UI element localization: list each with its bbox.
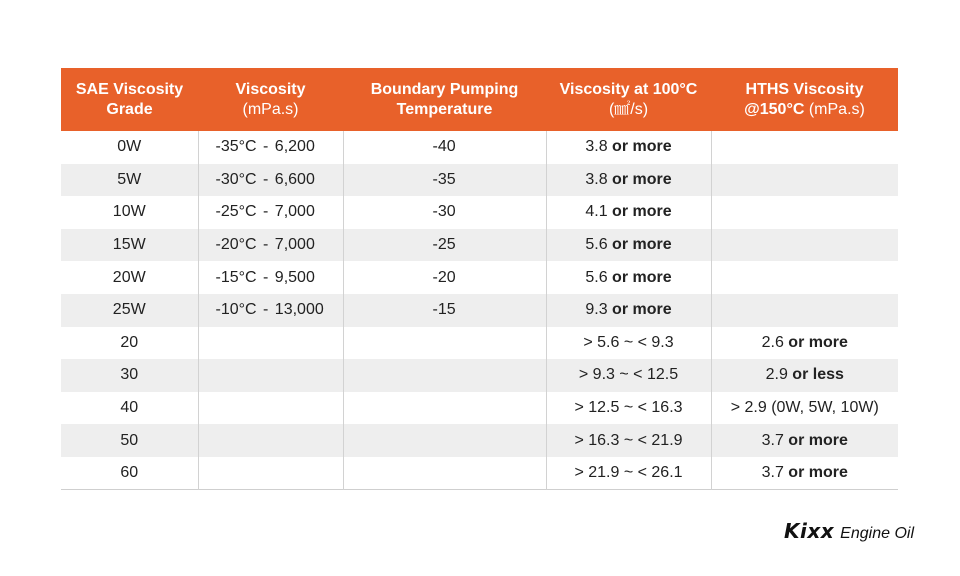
header-line1: Viscosity at 100°C	[559, 80, 698, 98]
cell-pumping-temp	[343, 424, 546, 457]
header-line1: Boundary Pumping	[370, 80, 519, 98]
table-row	[61, 196, 898, 229]
cell-suffix: or more	[783, 463, 848, 481]
cell-viscosity	[198, 392, 343, 425]
kixx-engine-oil-logo	[784, 519, 914, 543]
cell-grade: 0W	[61, 131, 198, 164]
header-line2: (㎟/s)	[608, 100, 649, 118]
header-sae-grade	[61, 68, 198, 131]
header-viscosity	[198, 68, 343, 131]
cell-viscosity-100c	[546, 164, 711, 197]
header-line2: (mPa.s)	[242, 100, 299, 118]
cell-viscosity-100c	[546, 131, 711, 164]
cell-pumping-temp	[343, 327, 546, 360]
cell-hths	[711, 327, 898, 360]
cell-viscosity	[198, 424, 343, 457]
cell-viscosity-100c	[546, 327, 711, 360]
cell-value: > 16.3 ~ < 21.9	[574, 431, 683, 449]
cell-value: > 2.9 (0W, 5W, 10W)	[730, 399, 879, 417]
cell-hths	[711, 424, 898, 457]
cell-value: 5.6	[585, 236, 608, 254]
cell-grade: 20W	[61, 261, 198, 294]
cell-grade: 5W	[61, 164, 198, 197]
cell-suffix: or more	[607, 236, 672, 254]
cell-pumping-temp: -40	[343, 131, 546, 164]
cell-hths	[711, 164, 898, 197]
table-body	[61, 131, 898, 490]
cell-grade: 30	[61, 359, 198, 392]
cell-suffix: or more	[783, 333, 848, 351]
cell-suffix: or less	[787, 366, 844, 384]
cell-pumping-temp	[343, 457, 546, 490]
cell-grade: 20	[61, 327, 198, 360]
table-row	[61, 327, 898, 360]
cell-value: 3.8	[585, 170, 608, 188]
header-line2: Temperature	[396, 100, 493, 118]
table-row	[61, 424, 898, 457]
cell-viscosity-100c	[546, 457, 711, 490]
cell-viscosity: -15°C - 9,500	[198, 261, 343, 294]
viscosity-table-container	[61, 68, 898, 490]
cell-viscosity: -25°C - 7,000	[198, 196, 343, 229]
table-row	[61, 131, 898, 164]
cell-viscosity	[198, 457, 343, 490]
cell-value: 5.6	[585, 268, 608, 286]
cell-viscosity-100c	[546, 392, 711, 425]
header-line2-bold: @150°C	[744, 100, 805, 118]
header-line2: Grade	[106, 100, 153, 118]
cell-suffix: or more	[607, 170, 672, 188]
table-header	[61, 68, 898, 131]
cell-pumping-temp: -35	[343, 164, 546, 197]
logo-product: Engine Oil	[840, 525, 914, 542]
cell-grade: 15W	[61, 229, 198, 262]
cell-value: > 5.6 ~ < 9.3	[583, 333, 674, 351]
header-line2-rest: (mPa.s)	[804, 100, 865, 118]
cell-pumping-temp: -20	[343, 261, 546, 294]
cell-suffix: or more	[607, 268, 672, 286]
cell-value: > 12.5 ~ < 16.3	[574, 399, 683, 417]
table-row	[61, 229, 898, 262]
cell-viscosity	[198, 327, 343, 360]
table-row	[61, 294, 898, 327]
cell-pumping-temp: -15	[343, 294, 546, 327]
table-row	[61, 261, 898, 294]
cell-value: 3.8	[585, 138, 608, 156]
cell-grade: 50	[61, 424, 198, 457]
cell-grade: 60	[61, 457, 198, 490]
cell-hths	[711, 131, 898, 164]
sae-viscosity-table	[61, 68, 898, 490]
cell-pumping-temp: -30	[343, 196, 546, 229]
cell-value: 2.9	[765, 366, 788, 384]
cell-value: 9.3	[585, 301, 608, 319]
cell-grade: 40	[61, 392, 198, 425]
cell-pumping-temp	[343, 359, 546, 392]
cell-suffix: or more	[783, 431, 848, 449]
cell-viscosity-100c	[546, 359, 711, 392]
cell-viscosity: -35°C - 6,200	[198, 131, 343, 164]
cell-viscosity-100c	[546, 261, 711, 294]
table-row	[61, 359, 898, 392]
cell-hths	[711, 392, 898, 425]
cell-viscosity-100c	[546, 196, 711, 229]
cell-value: 2.6	[761, 333, 784, 351]
header-line1: SAE Viscosity	[75, 80, 184, 98]
header-line1: HTHS Viscosity	[745, 80, 864, 98]
cell-hths	[711, 261, 898, 294]
cell-value: 4.1	[585, 203, 608, 221]
cell-grade: 10W	[61, 196, 198, 229]
table-row	[61, 392, 898, 425]
cell-hths	[711, 294, 898, 327]
logo-brand: Kixx	[784, 519, 835, 543]
cell-viscosity-100c	[546, 229, 711, 262]
cell-value: > 21.9 ~ < 26.1	[574, 463, 683, 481]
cell-hths	[711, 229, 898, 262]
header-hths-viscosity	[711, 68, 898, 131]
table-row	[61, 164, 898, 197]
cell-grade: 25W	[61, 294, 198, 327]
cell-suffix: or more	[607, 301, 672, 319]
cell-viscosity: -30°C - 6,600	[198, 164, 343, 197]
cell-suffix: or more	[607, 138, 672, 156]
cell-pumping-temp	[343, 392, 546, 425]
cell-suffix: or more	[607, 203, 672, 221]
cell-value: 3.7	[761, 431, 784, 449]
cell-pumping-temp: -25	[343, 229, 546, 262]
table-row	[61, 457, 898, 490]
header-boundary-pumping	[343, 68, 546, 131]
cell-value: > 9.3 ~ < 12.5	[578, 366, 679, 384]
cell-viscosity: -10°C - 13,000	[198, 294, 343, 327]
cell-viscosity: -20°C - 7,000	[198, 229, 343, 262]
cell-hths	[711, 196, 898, 229]
header-row	[61, 68, 898, 131]
cell-viscosity-100c	[546, 294, 711, 327]
cell-hths	[711, 457, 898, 490]
header-line1: Viscosity	[235, 80, 306, 98]
cell-viscosity	[198, 359, 343, 392]
cell-hths	[711, 359, 898, 392]
header-viscosity-100c	[546, 68, 711, 131]
cell-value: 3.7	[761, 463, 784, 481]
cell-viscosity-100c	[546, 424, 711, 457]
